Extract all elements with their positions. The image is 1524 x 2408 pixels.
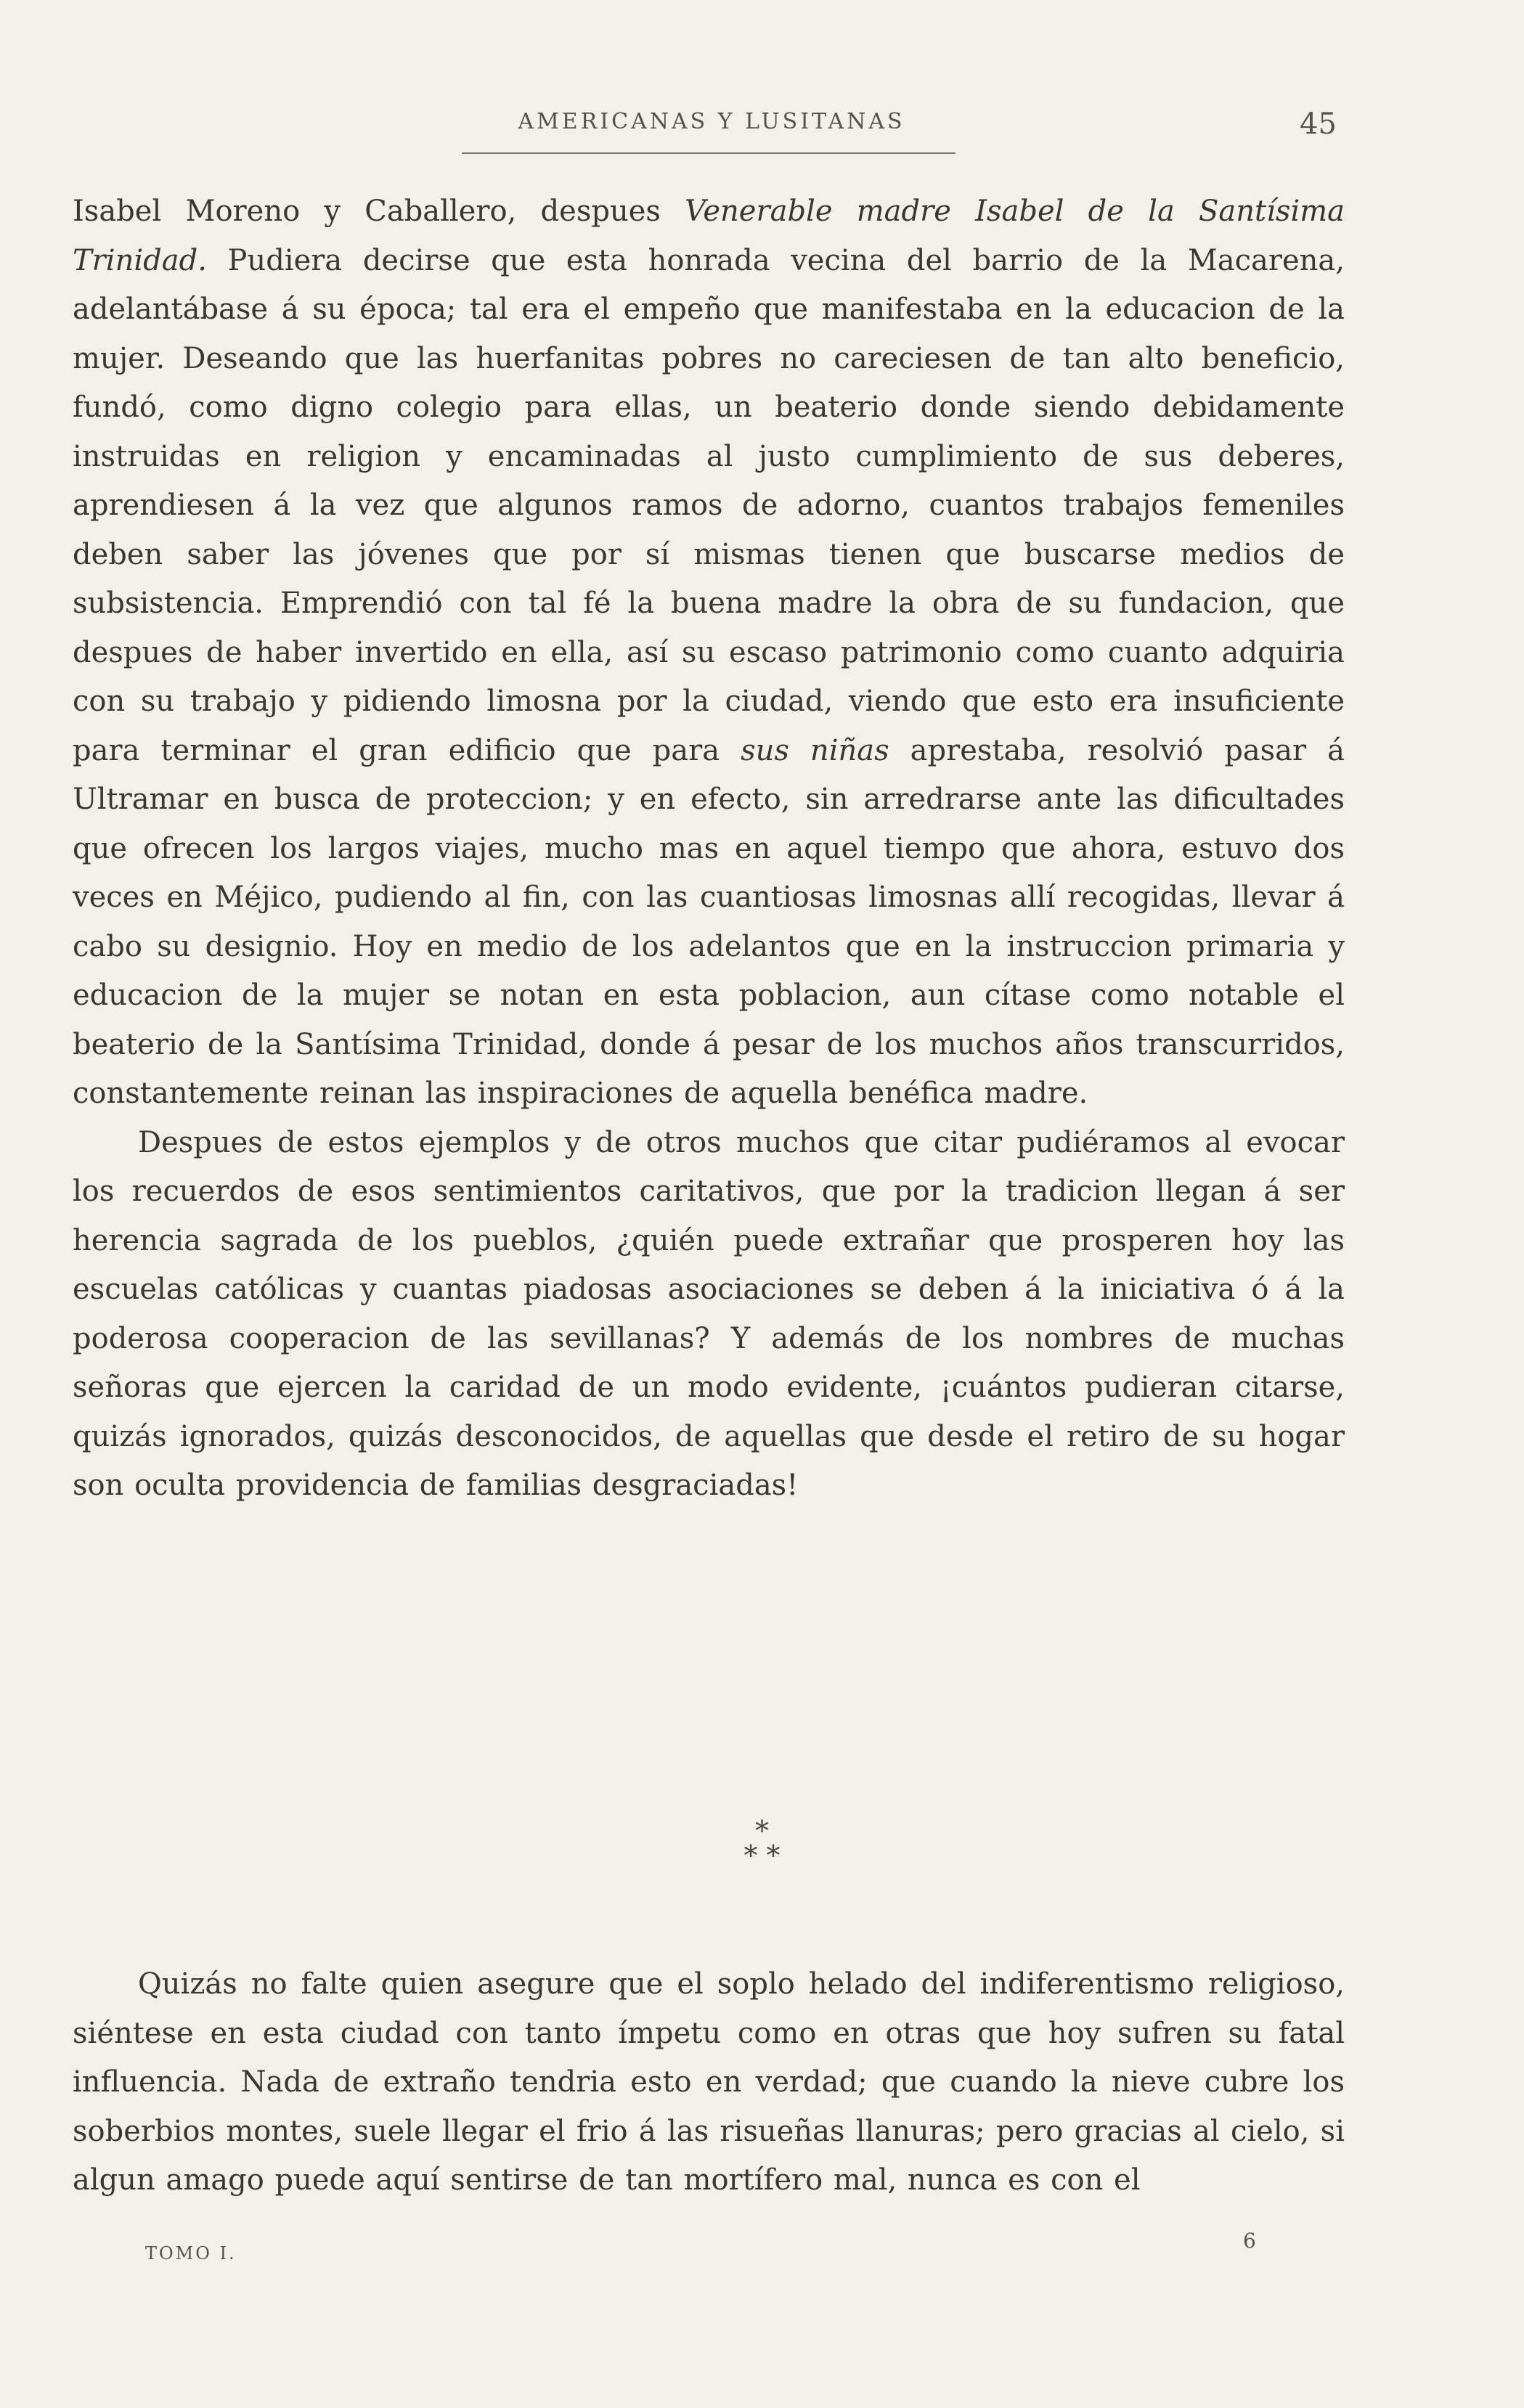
paragraph-1-italic-title: Venerable madre Isabel de la Santísima Trinidad.: [73, 195, 1345, 277]
paragraph-2: Despues de estos ejemplos y de otros muchos que citar pudiéramos al evocar los recuerdos de esos sentimientos caritativos, que por la tradicion llegan á ser herencia sagrada de los pueblos, ¿quién puede extrañar que prosperen hoy las escuelas católicas y cuantas piadosas asociaciones se deben á la iniciativa ó á la poderosa cooperacion de las sevillanas? Y además de los nombres de muchas señoras que ejercen la caridad de un modo evidente, ¡cuántos pudieran citarse, quizás ignorados, quizás desconocidos, de aquellas que desde el retiro de su hogar son oculta providencia de familias desgraciadas!: [73, 1125, 1345, 1502]
section-text: [73, 1960, 1345, 2205]
paragraph-3: Quizás no falte quien asegure que el soplo helado del indiferentismo religioso, siéntese en esta ciudad con tanto ímpetu como en otras que hoy sufren su fatal influencia. Nada de extraño tendria esto en verdad; que cuando la nieve cubre los soberbios montes, suele llegar el frio á las risueñas llanuras; pero gracias al cielo, si algun amago puede aquí sentirse de tan mortífero mal, nunca es con el: [73, 1967, 1345, 2197]
paragraph-1-italic-phrase: sus niñas: [741, 733, 889, 767]
paragraph-1: [73, 187, 1345, 1119]
running-title: AMERICANAS Y LUSITANAS: [518, 109, 905, 134]
signature-number: 6: [1243, 2229, 1256, 2253]
paragraph-1-text-b: Pudiera decirse que esta honrada vecina del barrio de la Macarena, adelantábase á su época; tal era el empeño que manifestaba en la educacion de la mujer. Deseando que las huerfanitas pobres no careciesen de tan alto beneficio, fundó, como digno colegio para ellas, un beaterio donde siendo debidamente instruidas en religion y encaminadas al justo cumplimiento de sus deberes, aprendiesen á la vez que algunos ramos de adorno, cuantos trabajos femeniles deben saber las jóvenes que por sí mismas tienen que buscarse medios de subsistencia. Emprendió con tal fé la buena madre la obra de su fundacion, que despues de haber invertido en ella, así su escaso patrimonio como cuanto adquiria con su trabajo y pidiendo limosna por la ciudad, viendo que esto era insuficiente para terminar el gran edificio que para: [73, 243, 1345, 767]
page-number: 45: [1300, 107, 1337, 141]
volume-mark: TOMO I.: [145, 2243, 237, 2264]
header-rule: [462, 152, 955, 154]
paragraph-1-text-c: aprestaba, resolvió pasar á Ultramar en busca de proteccion; y en efecto, sin arredrarse ante las dificultades que ofrecen los largos viajes, mucho mas en aquel tiempo que ahora, estuvo dos veces en Méjico, pudiendo al fin, con las cuantiosas limosnas allí recogidas, llevar á cabo su designio. Hoy en medio de los adelantos que en la instruccion primaria y educacion de la mujer se notan en esta poblacion, aun cítase como notable el beaterio de la Santísima Trinidad, donde á pesar de los muchos años transcurridos, constantemente reinan las inspiraciones de aquella benéfica madre.: [73, 733, 1345, 1110]
asterism-top: *: [755, 1815, 769, 1847]
main-text: [73, 187, 1345, 1511]
section-separator: [0, 1815, 1524, 1872]
paragraph-1-text-a: Isabel Moreno y Caballero, despues: [73, 195, 685, 228]
asterism-bottom: * *: [743, 1840, 781, 1872]
